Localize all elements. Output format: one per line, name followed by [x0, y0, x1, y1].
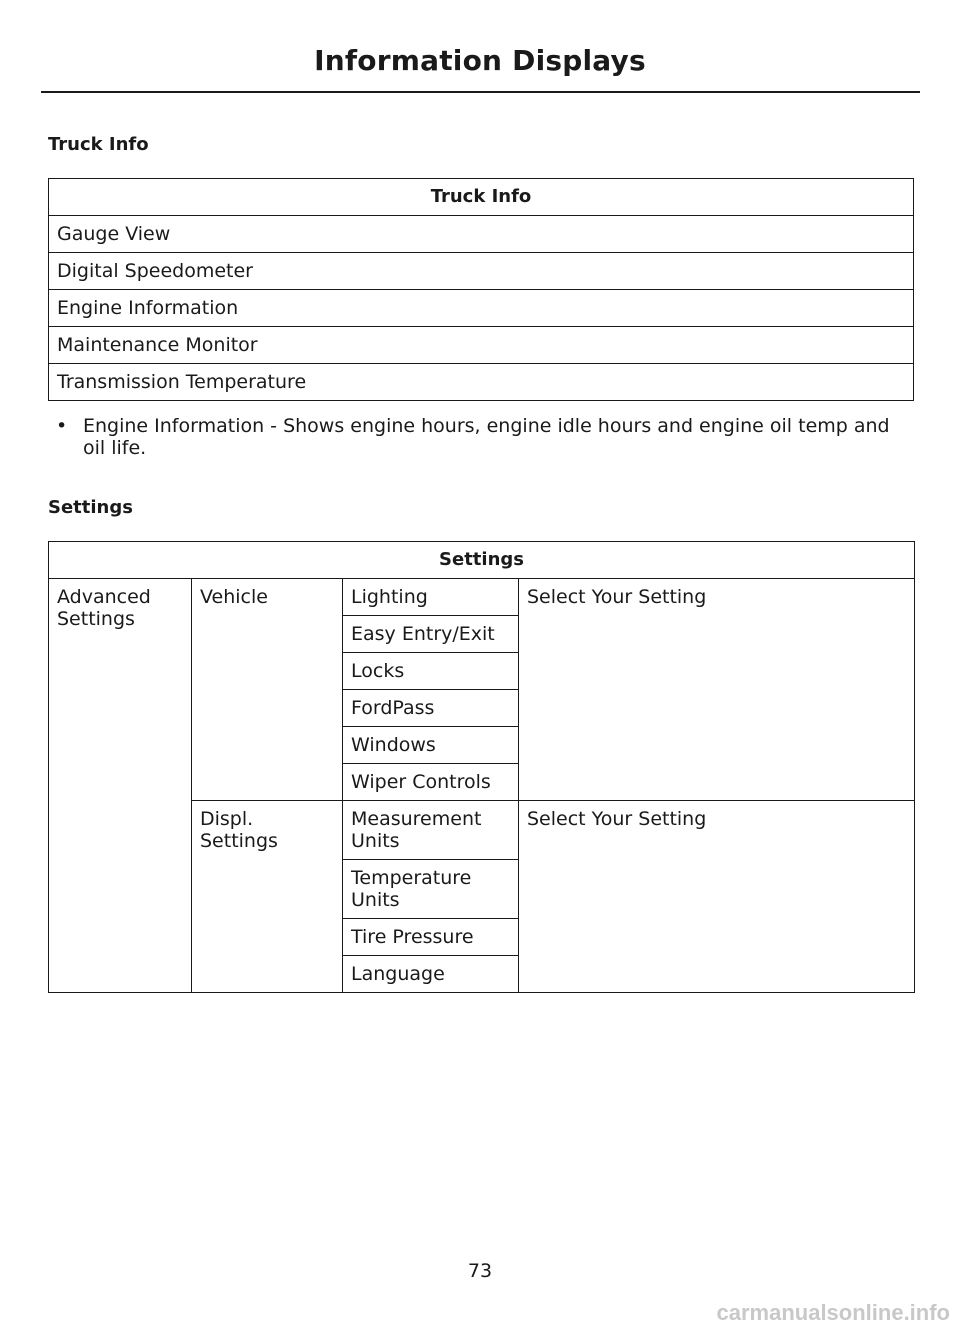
bullet-text: Engine Information - Shows engine hours, engine idle hours and engine oil temp and oil life. [83, 415, 890, 459]
select-setting-cell: Select Your Setting [519, 801, 915, 993]
table-row: Gauge View [49, 216, 914, 253]
watermark: carmanualsonline.info [716, 1300, 950, 1325]
menu-item: Lighting [343, 579, 519, 616]
menu-item: Temperature Units [343, 860, 519, 919]
truck-info-heading: Truck Info [48, 134, 149, 155]
vehicle-group-cell: Vehicle [192, 579, 343, 801]
menu-item: FordPass [343, 690, 519, 727]
table-row: Transmission Temperature [49, 364, 914, 401]
select-setting-cell: Select Your Setting [519, 579, 915, 801]
menu-item: Easy Entry/Exit [343, 616, 519, 653]
truck-info-table [48, 178, 914, 401]
title-divider [41, 91, 920, 93]
menu-item: Locks [343, 653, 519, 690]
menu-item: Wiper Controls [343, 764, 519, 801]
menu-item: Measurement Units [343, 801, 519, 860]
display-settings-group-cell: Displ. Settings [192, 801, 343, 993]
menu-item: Language [343, 956, 519, 993]
settings-table-title: Settings [49, 542, 915, 579]
bullet-marker: • [56, 415, 68, 437]
advanced-settings-cell: Advanced Settings [49, 579, 192, 993]
truck-info-table-title: Truck Info [49, 179, 914, 216]
menu-item: Windows [343, 727, 519, 764]
table-row: Digital Speedometer [49, 253, 914, 290]
page-number: 73 [467, 1260, 493, 1282]
settings-table [48, 541, 915, 993]
settings-heading: Settings [48, 497, 133, 518]
menu-item: Tire Pressure [343, 919, 519, 956]
page-title: Information Displays [314, 44, 646, 77]
table-row: Engine Information [49, 290, 914, 327]
table-row: Maintenance Monitor [49, 327, 914, 364]
engine-info-bullet [56, 415, 914, 459]
